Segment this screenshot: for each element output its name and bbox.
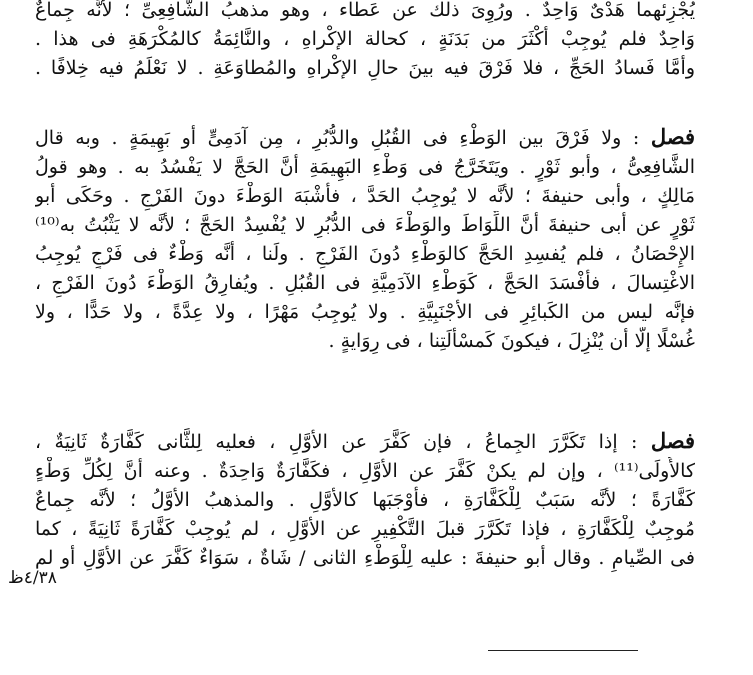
footnote-separator: [488, 650, 638, 651]
text-line: ثَوْرٍ عن أبى حنيفةَ أنَّ اللِّوَاطَ والوَطْءَ فى الدُّبُرِ لا يُفْسِدُ الحَجَّ ؛ لأنَّه لا يَثْبُتُ به⁽¹⁰⁾: [35, 214, 695, 236]
text-line: يُجْزِئهما هَدْىٌ وَاحِدٌ . ورُوِىَ ذلك عن عَطاء ، وهو مذهبُ الشَّافِعِىِّ ؛ لأنَّه جِماعٌ: [35, 0, 695, 21]
text-line: وأمَّا فَسادُ الحَجِّ ، فلا فَرْقَ فيه بينَ حالِ الإكْراهِ والمُطاوَعَةِ . لا نَعْلَمُ فيه خِلافًا .: [35, 57, 695, 79]
text-line: وَاحِدٌ فلم يُوجِبْ أكْثَرَ من بَدَنَةٍ ، كحالة الإكْراهِ ، والنَّائِمَةُ كالمُكْرَهَةِ فى هذا .: [35, 28, 695, 50]
section-first-text: : ولا فَرْقَ بين الوَطْءِ فى القُبُلِ والدُّبُرِ ، مِن آدَمِىٍّ أو بَهِيمَةٍ . وبه قال: [35, 127, 640, 149]
text-line: الشَّافِعِىُّ ، وأبو ثَوْرٍ . ويَتَخَرَّجُ فى وَطْءِ البَهِيمَةِ أنَّ الحَجَّ لا يَفْسُدُ به . وهو قولُ: [35, 156, 695, 178]
section-heading: فصل: [650, 428, 695, 453]
text-line: الإِحْصَانُ ، فلم يُفسِدِ الحَجَّ كالوَطْءِ دُونَ الفَرْجِ . ولَنا ، أنَّه وَطْءٌ فى فَرْجٍ يُوجِبُ: [35, 243, 695, 265]
text-line: الاغْتِسالَ ، فأفْسَدَ الحَجَّ ، كَوَطْءِ الآدَمِيَّةِ فى القُبُلِ . ويُفارِقُ الوَطْءَ دُونَ الفَرْجِ ،: [35, 272, 695, 294]
margin-folio-note: ٤/٣٨ظ: [8, 568, 57, 588]
section-first-line: [35, 122, 695, 153]
section-fasl-1: [35, 122, 695, 356]
text-line: مَالِكٍ ، وأبى حنيفةَ ؛ لأنَّه لا يُوجِبُ الحَدَّ ، فأشْبَهَ الوَطْءَ دونَ الفَرْجِ . وحَكَى أبو: [35, 185, 695, 207]
section-heading: فصل: [650, 124, 695, 149]
text-line: فى الصِّيامِ . وقال أبو حنيفةَ : عليه لِلْوَطْءِ الثانى / شَاةٌ ، سَوَاءٌ كَفَّرَ عن الأوَّلِ أو لم: [35, 547, 695, 569]
section-fasl-2: [35, 426, 695, 573]
section-first-text: : إذا تَكَرَّرَ الجِماعُ ، فإن كَفَّرَ عن الأوَّلِ ، فعليه لِلثَّانى كَفَّارَةٌ ثَانِيَةٌ ،: [35, 431, 638, 453]
text-line-last: غُسْلًا إلَّا أن يُنْزِلَ ، فيكونَ كَمسْأَلَتِنا ، فى رِوَايةٍ .: [328, 330, 695, 352]
text-line: مُوجِبٌ لِلْكَفَّارَةِ ، فإذا تَكَرَّرَ قبلَ التَّكْفِيرِ عن الأوَّلِ ، لم يُوجِبْ كَفَّارَةً ثَانِيَةً ، كما: [35, 518, 695, 540]
text-line: كَفَّارَةً ؛ لأنَّه سَبَبٌ لِلْكَفَّارَةِ ، فأوْجَبَها كالأوَّلِ . والمذهبُ الأوَّلُ ؛ لأنَّه جِماعٌ: [35, 489, 695, 511]
section-first-line: [35, 426, 695, 457]
paragraph-1: [35, 0, 695, 83]
text-line: فإنَّه ليس من الكَبائِرِ فى الأجْنَبِيَّةِ . ولا يُوجِبُ مَهْرًا ، ولا عِدَّةً ، ولا حَدًّا ، ولا: [35, 301, 695, 323]
text-line: كالأُولَى⁽¹¹⁾ ، وإن لم يكنْ كَفَّرَ عن الأوَّلِ ، فكَفَّارَةٌ وَاحِدَةٌ . وعنه أنَّ لِكُلِّ وَطْءٍ: [35, 460, 695, 482]
